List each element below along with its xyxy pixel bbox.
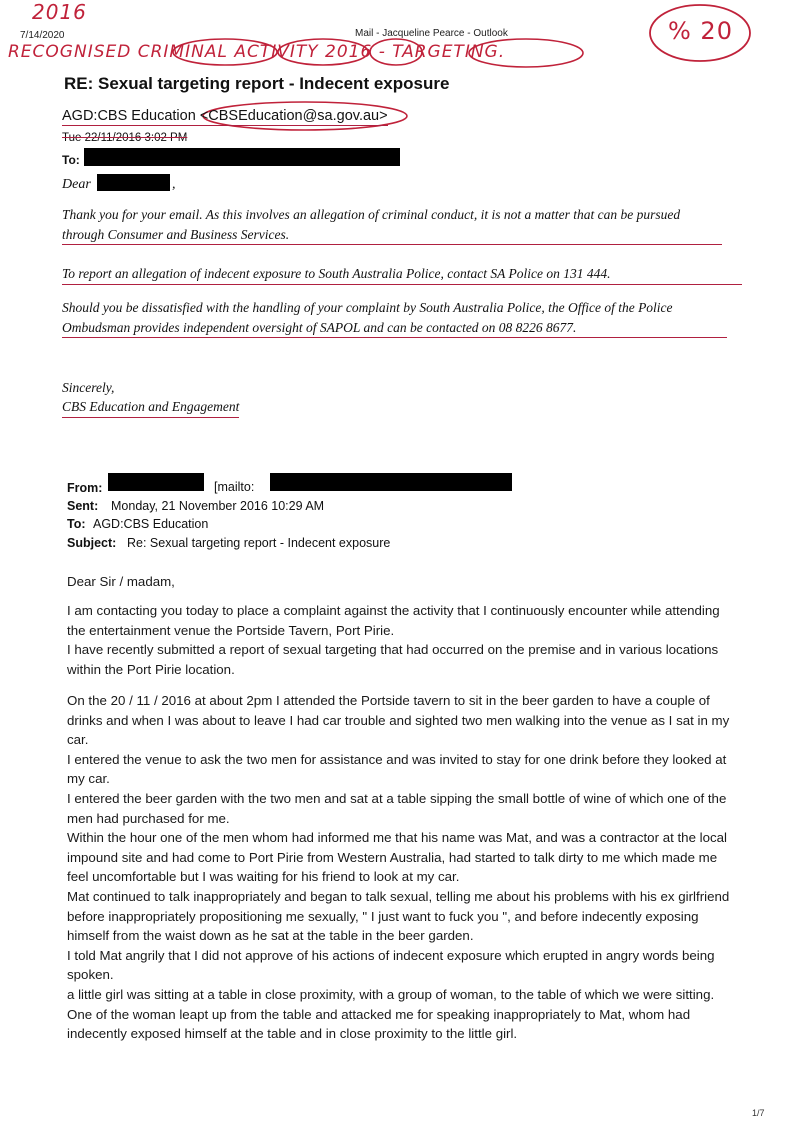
original-paragraph-1: I am contacting you today to place a complaint against the activity that I continuously encounter while attending the entertainment venue the Portside Tavern, Port Pirie. I have recently submitted a report of sexual targeting that had occurred on the premise and in various locations within the Port Pirie location.: [67, 603, 720, 677]
redaction-from: [108, 473, 204, 491]
email-paragraph-2: To report an allegation of indecent exposure to South Australia Police, contact SA Police on 131 444.: [62, 264, 742, 285]
redaction-mailto: [270, 473, 512, 491]
original-to-label: To:: [67, 517, 86, 531]
email-greeting-end: ,: [172, 177, 176, 192]
handwritten-year: 2016: [32, 0, 87, 24]
print-title: Mail - Jacqueline Pearce - Outlook: [355, 28, 508, 39]
email-paragraph-3: Should you be dissatisfied with the handling of your complaint by South Australia Police, the Office of the Police Ombudsman provides independent oversight of SAPOL and can be contacted on 08 8226 8677.: [62, 298, 727, 338]
redaction-to: [84, 148, 400, 166]
original-sent-label: Sent:: [67, 499, 99, 513]
email-greeting: Dear: [62, 177, 91, 192]
handwritten-headline: RECOGNISED CRIMINAL ACTIVITY 2016 - TARGETING.: [8, 42, 506, 62]
redaction-greeting: [97, 174, 170, 191]
email-to-label: To:: [62, 153, 80, 167]
email-paragraph-1: Thank you for your email. As this involves an allegation of criminal conduct, it is not a matter that can be pursued through Consumer and Business Services.: [62, 205, 722, 245]
original-mailto: [mailto:: [214, 480, 255, 494]
original-salutation: Dear Sir / madam,: [67, 574, 175, 589]
original-paragraph-2: On the 20 / 11 / 2016 at about 2pm I attended the Portside tavern to sit in the beer garden to have a couple of drinks and when I was about to leave I had car trouble and sighted two men walking into the venue as I sat in my car. I entered the venue to ask the two men for assistance and was invited to stay for one drink before they looked at my car. I entered the beer garden with the two men and sat at a table sipping the small bottle of wine of which one of the men had purchased for me. Within the hour one of the men whom had informed me that his name was Mat, and was a contractor at the local impound site and had come to Port Pirie from Western Australia, had started to talk dirty to me which made me feel uncomfortable but I was waiting for his friend to look at my car. Mat continued to talk inappropriately and began to talk sexual, telling me about his problems with his ex girlfriend before inappropriately propositioning me sexually, " I just want to fuck you ", and before indecently exposing himself from the waist down as he sat at the table in the beer garden. I told Mat angrily that I did not approve of his actions of indecent exposure which erupted in angry words being spoken. a little girl was sitting at a table in close proximity, with a group of woman, to the table of which we were sitting. One of the woman leapt up from the table and attacked me for speaking inappropriately to Mat, whom had indecently exposed himself at the table and in close proximity to the little girl.: [67, 693, 730, 1042]
original-sent-value: Monday, 21 November 2016 10:29 AM: [111, 499, 325, 513]
original-from-label: From:: [67, 481, 103, 495]
email-date: Tue 22/11/2016 3:02 PM: [62, 132, 188, 144]
handwritten-circle-note: % 20: [668, 17, 733, 45]
email-sender: AGD:CBS Education <CBSEducation@sa.gov.au>: [62, 108, 388, 124]
email-subject: RE: Sexual targeting report - Indecent exposure: [64, 74, 450, 93]
original-to-value: AGD:CBS Education: [93, 517, 209, 531]
page-number: 1/7: [752, 1108, 765, 1118]
print-date: 7/14/2020: [20, 30, 65, 41]
email-signature: CBS Education and Engagement: [62, 397, 239, 418]
original-subject-value: Re: Sexual targeting report - Indecent exposure: [127, 536, 391, 550]
email-signoff: Sincerely,: [62, 380, 115, 395]
original-subject-label: Subject:: [67, 536, 117, 550]
